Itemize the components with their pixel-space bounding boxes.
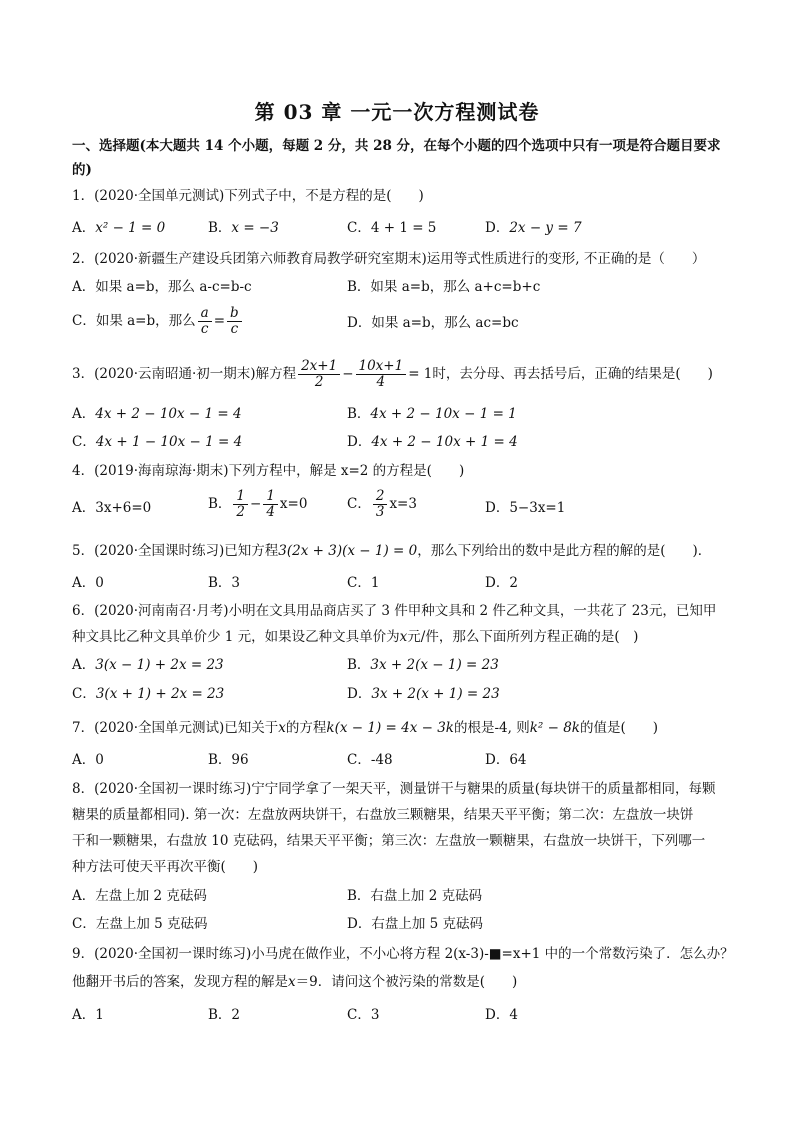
q2-option-d: D．如果 a=b，那么 ac=bc: [347, 315, 519, 331]
q4-option-d: D．5−3x=1: [485, 500, 566, 516]
section-heading-line1: 一、选择题(本大题共 14 个小题，每题 2 分，共 28 分，在每个小题的四个选项中只有一项是符合题目要求: [72, 138, 721, 154]
fraction: $\frac{10x+1}{4}$: [356, 359, 407, 390]
question-text: 下列式子中，不是方程的是( ): [224, 188, 424, 204]
q8-option-d: D．右盘上加 5 克砝码: [347, 916, 483, 932]
q3-option-b: B．4x + 2 − 10x − 1 = 1: [347, 406, 517, 422]
q3-option-a: A．4x + 2 − 10x − 1 = 4: [72, 406, 242, 422]
q8-option-a: A．左盘上加 2 克砝码: [72, 888, 207, 904]
q4-option-c: C． $\frac{2}{3}$ x=3: [347, 488, 417, 520]
q1-option-a: A．x² − 1 = 0: [72, 220, 166, 236]
question-5: 5．(2020·全国课时练习)已知方程3(2x + 3)(x − 1) = 0，那么下列给出的数中是此方程的解的是( )．: [72, 543, 712, 559]
question-source: (2020·新疆生产建设兵团第六师教育局教学研究室期末): [94, 251, 427, 267]
question-8-line3: 干和一颗糖果，右盘放 10 克砝码，结果天平平衡；第三次：左盘放一颗糖果，右盘放一块饼干，下列哪一: [72, 833, 706, 849]
question-8: 8．(2020·全国初一课时练习)宁宁同学拿了一架天平，测量饼干与糖果的质量(每块饼干的质量都相同，每颗: [72, 781, 716, 797]
question-number: 1．: [72, 188, 95, 204]
q5-option-c: C．1: [347, 575, 380, 591]
q7-option-a: A．0: [72, 752, 104, 768]
q4-option-b: B． $\frac{1}{2}$ − $\frac{1}{4}$ x=0: [208, 488, 308, 520]
fraction: $\frac{1}{2}$: [233, 489, 248, 520]
q6-option-c: C．3(x + 1) + 2x = 23: [72, 686, 225, 702]
fraction: $\frac{1}{4}$: [263, 489, 278, 520]
q3-option-c: C．4x + 1 − 10x − 1 = 4: [72, 434, 243, 450]
q4-option-a: A．3x+6=0: [72, 500, 152, 516]
q3-option-d: D．4x + 2 − 10x + 1 = 4: [347, 434, 518, 450]
question-7: 7．(2020·全国单元测试)已知关于x的方程k(x − 1) = 4x − 3k的根是-4, 则k² − 8k的值是( ): [72, 720, 659, 736]
question-6-line2: 种文具比乙种文具单价少 1 元，如果设乙种文具单价为x元/件，那么下面所列方程正确的是( ): [72, 629, 639, 645]
question-1: [72, 186, 424, 206]
q1-option-c: C．4 + 1 = 5: [347, 220, 437, 236]
q2-option-a: A．如果 a=b，那么 a-c=b-c: [72, 279, 252, 295]
q8-option-c: C．左盘上加 5 克砝码: [72, 916, 208, 932]
q5-option-a: A．0: [72, 575, 104, 591]
question-9-line2: 他翻开书后的答案，发现方程的解是x＝9．请问这个被污染的常数是( ): [72, 974, 518, 990]
question-source: (2020·全国单元测试): [94, 188, 225, 204]
question-2: [72, 249, 705, 269]
q7-option-c: C．-48: [347, 752, 393, 768]
question-text: 运用等式性质进行的变形, 不正确的是（ ）: [426, 251, 706, 267]
section-heading-line2: 的): [72, 162, 92, 178]
q5-option-d: D．2: [485, 575, 518, 591]
q6-option-a: A．3(x − 1) + 2x = 23: [72, 657, 224, 673]
question-9: 9．(2020·全国初一课时练习)小马虎在做作业，不小心将方程 2(x-3)-■=x+1 中的一个常数污染了．怎么办？: [72, 946, 734, 962]
q1-option-b: B．x = −3: [208, 220, 279, 236]
q2-option-c: C．如果 a=b，那么 $\frac{a}{c}$ = $\frac{b}{c}$: [72, 306, 244, 337]
fraction: $\frac{2x+1}{2}$: [298, 359, 340, 390]
q7-option-b: B．96: [208, 752, 249, 768]
q9-option-b: B．2: [208, 1007, 241, 1023]
fraction: $\frac{b}{c}$: [227, 306, 242, 337]
page-title: 第 03 章 一元一次方程测试卷: [254, 100, 540, 124]
q1-option-d: D．2x − y = 7: [485, 220, 582, 236]
question-3: 3．(2020·云南昭通·初一期末)解方程 $\frac{2x+1}{2}$ − $\frac{10x+1}{4}$ = 1时，去分母、再去括号后，正确的结果是( ): [72, 358, 713, 390]
q8-option-b: B．右盘上加 2 克砝码: [347, 888, 483, 904]
q9-option-a: A．1: [72, 1007, 104, 1023]
question-8-line4: 种方法可使天平再次平衡( ): [72, 859, 259, 875]
q7-option-d: D．64: [485, 752, 527, 768]
question-6: 6．(2020·河南南召·月考)小明在文具用品商店买了 3 件甲种文具和 2 件乙种文具，一共花了 23元，已知甲: [72, 603, 717, 619]
question-number: 2．: [72, 251, 95, 267]
q6-option-d: D．3x + 2(x + 1) = 23: [347, 686, 500, 702]
fraction: $\frac{a}{c}$: [198, 306, 212, 337]
fraction: $\frac{2}{3}$: [373, 489, 388, 520]
q5-option-b: B．3: [208, 575, 241, 591]
q9-option-d: D．4: [485, 1007, 518, 1023]
q9-option-c: C．3: [347, 1007, 380, 1023]
q2-option-b: B．如果 a=b，那么 a+c=b+c: [347, 279, 541, 295]
question-4: 4．(2019·海南琼海·期末)下列方程中，解是 x=2 的方程是( ): [72, 463, 465, 479]
question-8-line2: 糖果的质量都相同). 第一次：左盘放两块饼干，右盘放三颗糖果，结果天平平衡；第二次：左盘放一块饼: [72, 807, 694, 823]
q6-option-b: B．3x + 2(x − 1) = 23: [347, 657, 499, 673]
